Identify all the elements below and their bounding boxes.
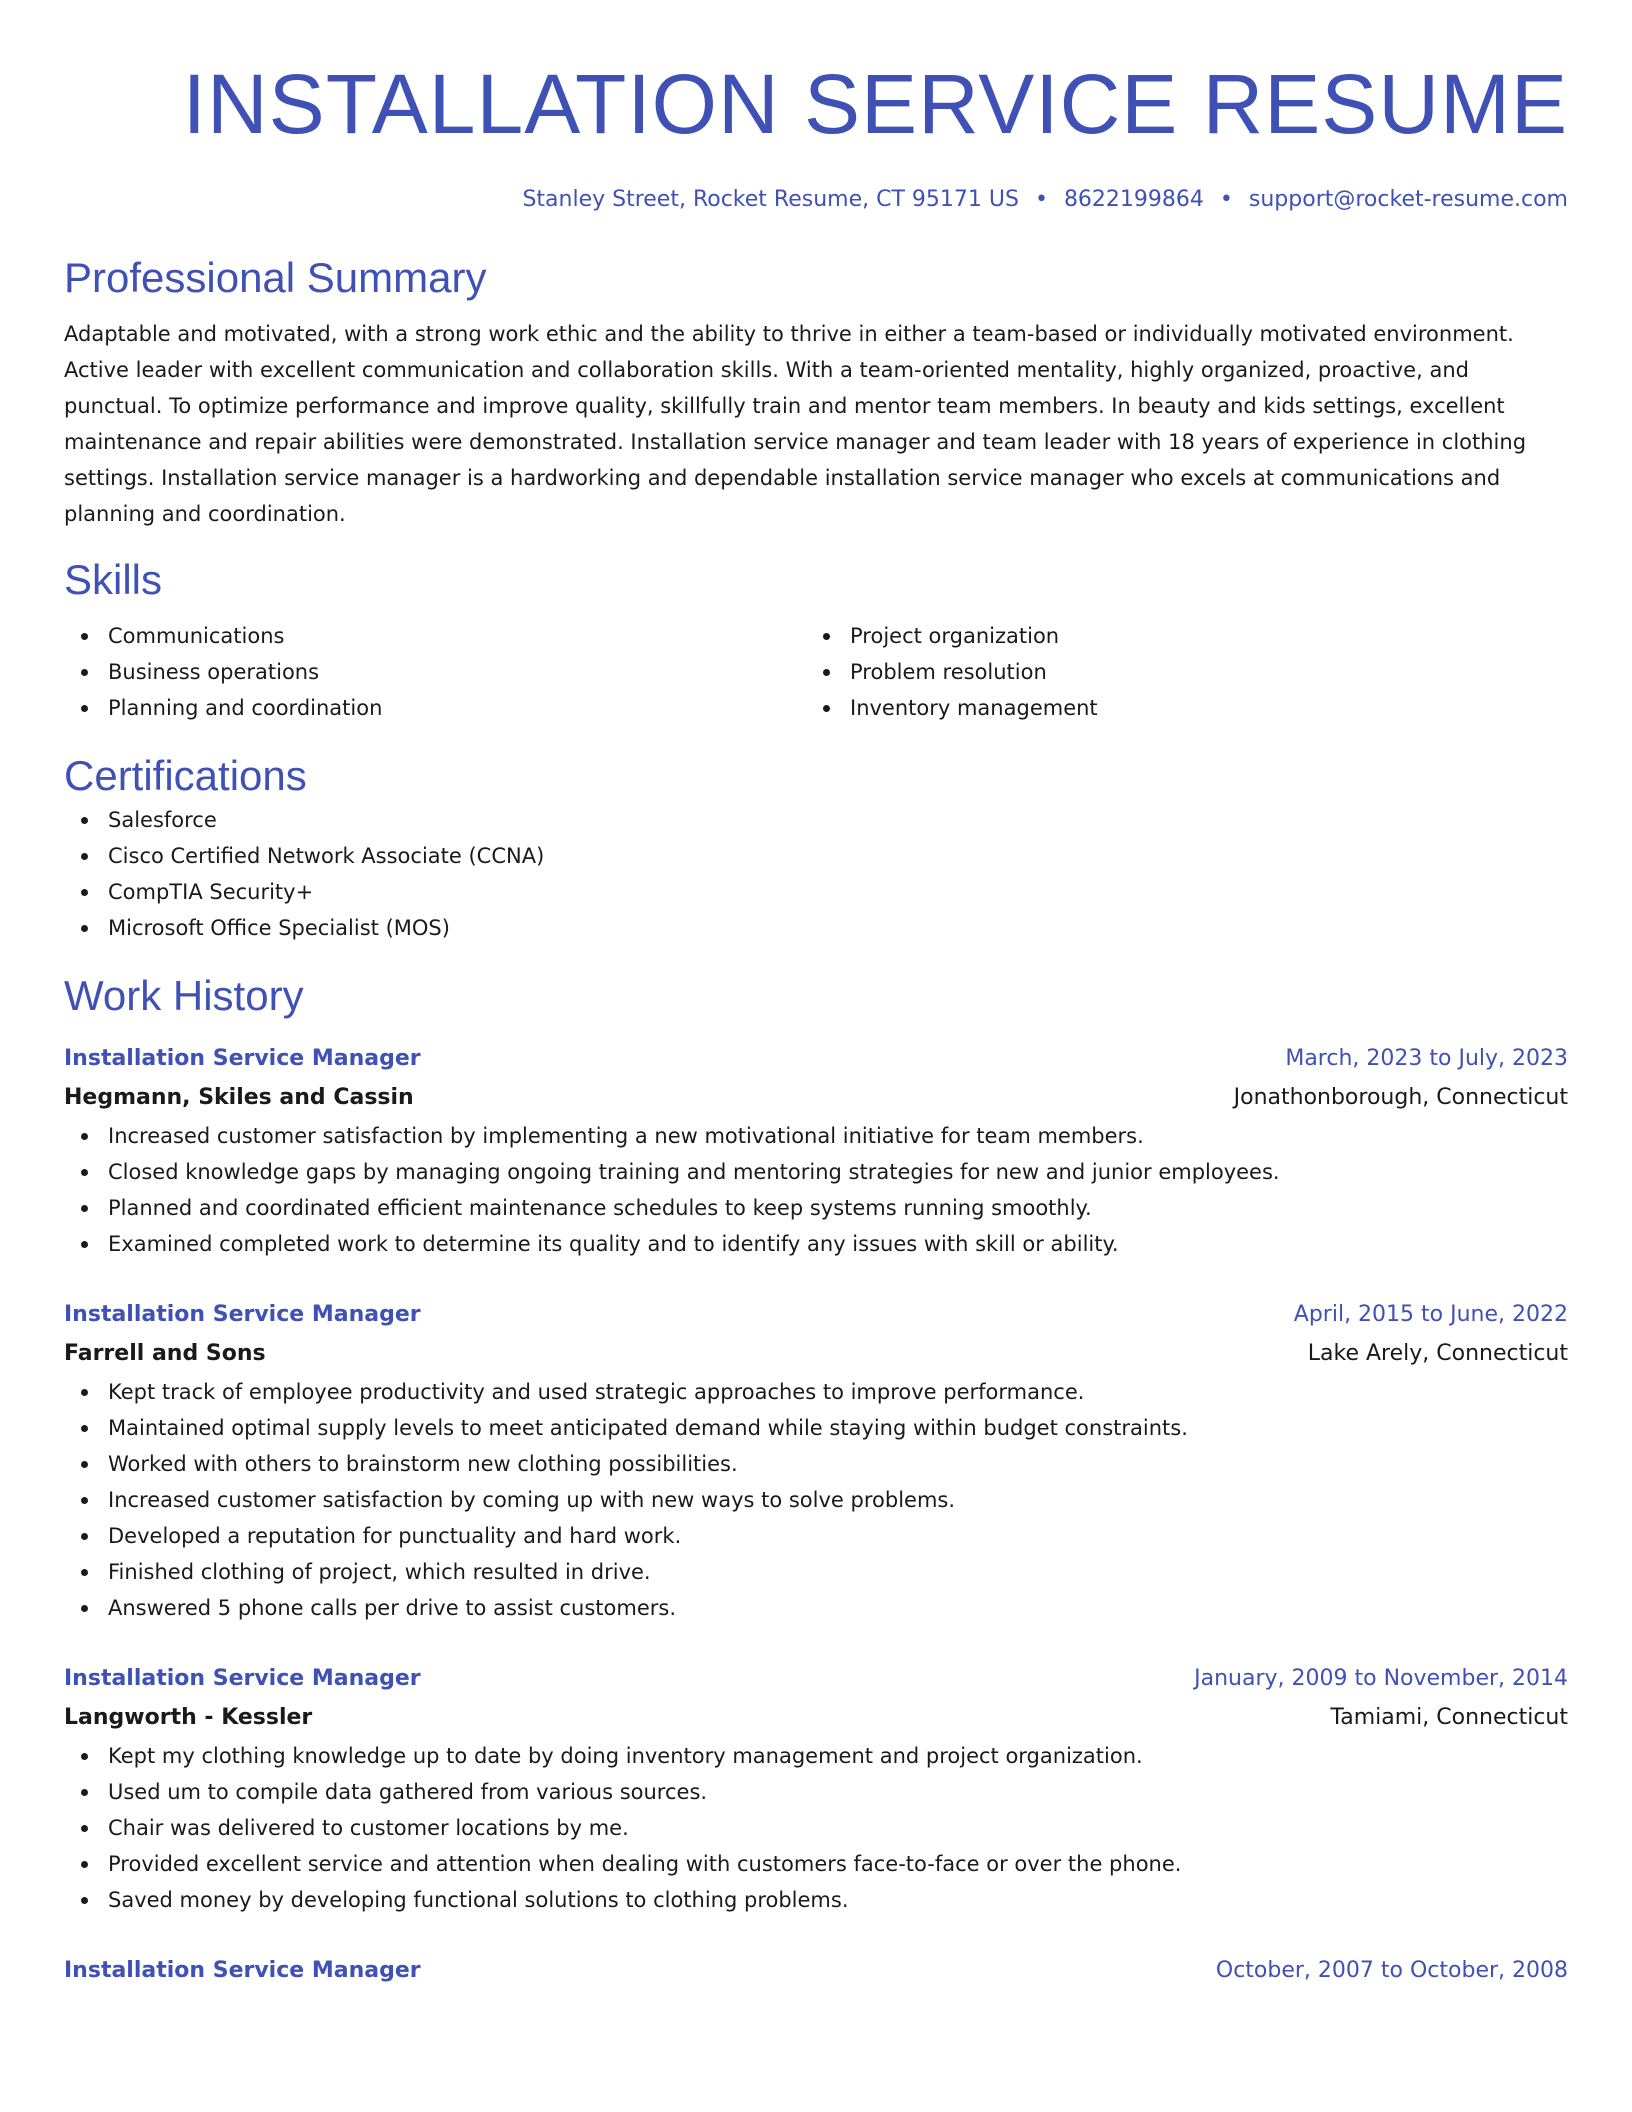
job-title: Installation Service Manager (64, 1666, 421, 1691)
skills-grid (64, 618, 1568, 726)
job-bullets (64, 1118, 1568, 1262)
job-bullet: Increased customer satisfaction by coming up with new ways to solve problems. (64, 1482, 1568, 1518)
job-bullet: Used um to compile data gathered from various sources. (64, 1774, 1568, 1810)
skill-item: Inventory management (806, 690, 1548, 726)
job-entry (64, 1040, 1568, 1262)
job-header-row (64, 1040, 1568, 1078)
skill-item: Problem resolution (806, 654, 1548, 690)
summary-heading: Professional Summary (64, 254, 487, 301)
job-title: Installation Service Manager (64, 1958, 421, 1983)
job-location: Jonathonborough, Connecticut (1233, 1085, 1568, 1110)
skills-list-left (64, 618, 806, 726)
job-dates: October, 2007 to October, 2008 (1215, 1958, 1568, 1983)
job-bullet: Worked with others to brainstorm new clothing possibilities. (64, 1446, 1568, 1482)
job-bullets (64, 1738, 1568, 1918)
certifications-heading: Certifications (64, 752, 307, 799)
work-history-heading: Work History (64, 972, 304, 1019)
job-title: Installation Service Manager (64, 1046, 421, 1071)
job-bullet: Provided excellent service and attention when dealing with customers face-to-face or over the phone. (64, 1846, 1568, 1882)
skill-item: Business operations (64, 654, 806, 690)
job-dates: January, 2009 to November, 2014 (1194, 1666, 1568, 1691)
skills-list-right (806, 618, 1548, 726)
job-header-row (64, 1296, 1568, 1334)
contact-separator: • (1034, 187, 1048, 212)
contact-address: Stanley Street, Rocket Resume, CT 95171 US (522, 187, 1019, 212)
skills-heading: Skills (64, 556, 163, 603)
certification-item: Salesforce (64, 802, 1568, 838)
job-bullet: Planned and coordinated efficient maintenance schedules to keep systems running smoothly. (64, 1190, 1568, 1226)
job-company-row (64, 1078, 1568, 1118)
skill-item: Project organization (806, 618, 1548, 654)
job-bullet: Closed knowledge gaps by managing ongoing training and mentoring strategies for new and junior employees. (64, 1154, 1568, 1190)
certification-item: Cisco Certified Network Associate (CCNA) (64, 838, 1568, 874)
job-title: Installation Service Manager (64, 1302, 421, 1327)
contact-line (64, 184, 1568, 216)
job-entry (64, 1660, 1568, 1918)
job-company: Farrell and Sons (64, 1341, 266, 1366)
job-bullet: Kept my clothing knowledge up to date by doing inventory management and project organization. (64, 1738, 1568, 1774)
job-header-row (64, 1952, 1568, 1990)
job-header-row (64, 1660, 1568, 1698)
job-dates: March, 2023 to July, 2023 (1285, 1046, 1568, 1071)
contact-phone: 8622199864 (1063, 187, 1204, 212)
certification-item: Microsoft Office Specialist (MOS) (64, 910, 1568, 946)
job-bullet: Developed a reputation for punctuality and hard work. (64, 1518, 1568, 1554)
contact-email[interactable]: support@rocket-resume.com (1248, 187, 1568, 212)
job-bullet: Answered 5 phone calls per drive to assist customers. (64, 1590, 1568, 1626)
job-bullet: Kept track of employee productivity and used strategic approaches to improve performance. (64, 1374, 1568, 1410)
job-dates: April, 2015 to June, 2022 (1293, 1302, 1568, 1327)
job-company: Langworth - Kessler (64, 1705, 313, 1730)
job-bullet: Examined completed work to determine its quality and to identify any issues with skill or ability. (64, 1226, 1568, 1262)
job-bullet: Chair was delivered to customer locations by me. (64, 1810, 1568, 1846)
job-bullets (64, 1374, 1568, 1626)
contact-separator: • (1219, 187, 1233, 212)
resume-page (64, 0, 1568, 1990)
job-bullet: Maintained optimal supply levels to meet anticipated demand while staying within budget constraints. (64, 1410, 1568, 1446)
job-entry (64, 1296, 1568, 1626)
job-location: Tamiami, Connecticut (1330, 1705, 1568, 1730)
job-bullet: Increased customer satisfaction by implementing a new motivational initiative for team members. (64, 1118, 1568, 1154)
certification-item: CompTIA Security+ (64, 874, 1568, 910)
job-company-row (64, 1334, 1568, 1374)
skill-item: Planning and coordination (64, 690, 806, 726)
certifications-list (64, 802, 1568, 946)
job-company: Hegmann, Skiles and Cassin (64, 1085, 414, 1110)
job-bullet: Saved money by developing functional solutions to clothing problems. (64, 1882, 1568, 1918)
job-company-row (64, 1698, 1568, 1738)
job-location: Lake Arely, Connecticut (1307, 1341, 1568, 1366)
summary-text: Adaptable and motivated, with a strong work ethic and the ability to thrive in either a team-based or individually motivated environment. Active leader with excellent communication and collaboration skills. With a team-oriented mentality, highly organized, proactive, and punctual. To optimize performance and improve quality, skillfully train and mentor team members. In beauty and kids settings, excellent maintenance and repair abilities were demonstrated. Installation service manager and team leader with 18 years of experience in clothing settings. Installation service manager is a hardworking and dependable installation service manager who excels at communications and planning and coordination. (64, 322, 1527, 526)
skill-item: Communications (64, 618, 806, 654)
resume-title: INSTALLATION SERVICE RESUME (182, 57, 1568, 151)
job-entry (64, 1952, 1568, 1990)
job-bullet: Finished clothing of project, which resulted in drive. (64, 1554, 1568, 1590)
